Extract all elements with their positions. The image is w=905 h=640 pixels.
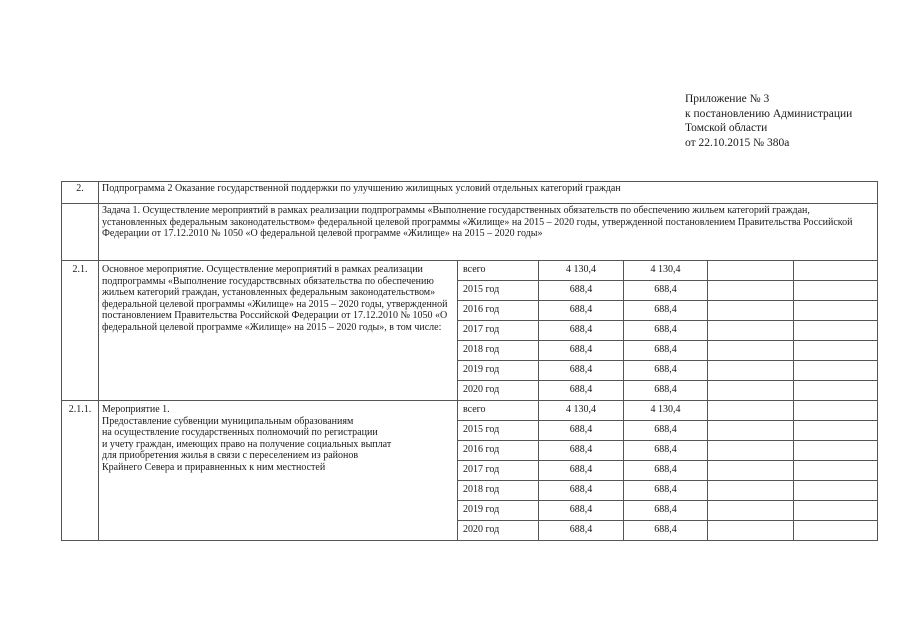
empty-cell: [794, 341, 878, 361]
value-cell: 688,4: [624, 521, 708, 541]
empty-cell: [794, 281, 878, 301]
subprogram-title: Подпрограмма 2 Оказание государственной поддержки по улучшению жилищных условий отдельных категорий граждан: [99, 182, 878, 204]
value-cell: 4 130,4: [624, 401, 708, 421]
task-text: Задача 1. Осуществление мероприятий в рамках реализации подпрограммы «Выполнение государственных обязательств по обеспечению жильем категорий граждан, установленных федеральным законодательством» федеральной целевой программы «Жилище» на 2015 – 2020 годы, утвержденной постановлением Правительства Российской Федерации от 17.12.2010 № 1050 «О федеральной целевой программе «Жилище» на 2015 – 2020 годы»: [99, 204, 878, 261]
value-cell: 688,4: [539, 321, 624, 341]
period-cell: 2018 год: [458, 341, 539, 361]
appendix-line-3: Томской области: [685, 122, 768, 134]
empty-cell: [794, 381, 878, 401]
value-cell: 688,4: [624, 301, 708, 321]
empty-cell: [708, 501, 794, 521]
period-cell: 2016 год: [458, 301, 539, 321]
main-activity-number: 2.1.: [62, 261, 99, 401]
table-row: [62, 401, 878, 421]
empty-cell: [708, 301, 794, 321]
value-cell: 688,4: [624, 481, 708, 501]
empty-cell: [708, 421, 794, 441]
value-cell: 4 130,4: [539, 401, 624, 421]
empty-cell: [794, 401, 878, 421]
empty-cell: [708, 361, 794, 381]
value-cell: 688,4: [539, 281, 624, 301]
empty-cell: [708, 401, 794, 421]
appendix-line-4: от 22.10.2015 № 380а: [685, 136, 790, 149]
appendix-header: [685, 92, 852, 150]
period-cell: 2017 год: [458, 461, 539, 481]
program-table: [61, 181, 878, 541]
value-cell: 688,4: [624, 281, 708, 301]
table-row: [62, 261, 878, 281]
value-cell: 688,4: [624, 361, 708, 381]
value-cell: 688,4: [539, 341, 624, 361]
empty-cell: [708, 261, 794, 281]
period-cell: 2020 год: [458, 521, 539, 541]
empty-cell: [708, 481, 794, 501]
value-cell: 688,4: [624, 441, 708, 461]
empty-cell: [708, 341, 794, 361]
value-cell: 688,4: [539, 501, 624, 521]
empty-cell: [794, 481, 878, 501]
period-cell: 2017 год: [458, 321, 539, 341]
activity-number: 2.1.1.: [62, 401, 99, 541]
empty-cell: [794, 361, 878, 381]
value-cell: 688,4: [539, 481, 624, 501]
value-cell: 688,4: [624, 501, 708, 521]
value-cell: 688,4: [539, 361, 624, 381]
value-cell: 4 130,4: [539, 261, 624, 281]
value-cell: 688,4: [624, 341, 708, 361]
value-cell: 688,4: [539, 301, 624, 321]
empty-cell: [794, 421, 878, 441]
appendix-line-1: Приложение № 3: [685, 93, 770, 105]
period-cell: 2015 год: [458, 421, 539, 441]
empty-cell: [794, 301, 878, 321]
period-cell: 2018 год: [458, 481, 539, 501]
empty-cell: [708, 441, 794, 461]
activity-description: Мероприятие 1. Предоставление субвенции муниципальным образованиям на осуществление государственных полномочий по регистрации и учету граждан, имеющих право на получение социальных выплат для приобретения жилья в связи с переселением из районов Крайнего Севера и приравненных к ним местностей: [99, 401, 458, 541]
empty-cell: [794, 261, 878, 281]
period-cell: всего: [458, 261, 539, 281]
subprogram-number: 2.: [62, 182, 99, 204]
value-cell: 688,4: [539, 461, 624, 481]
value-cell: 688,4: [624, 321, 708, 341]
period-cell: 2015 год: [458, 281, 539, 301]
period-cell: всего: [458, 401, 539, 421]
main-activity-description: Основное мероприятие. Осуществление мероприятий в рамках реализации подпрограммы «Выполнение государствсвных обязательства по обеспечению жильем категорий граждан, установленных федеральным законодательством» федеральной целевой программы «Жилище» на 2015 – 2020 годы, утвержденной постановлением Правительства Российской Федерации от 17.12.2010 № 1050 «О федеральной целевой программе «Жилище» на 2015 – 2020 годы», в том числе:: [99, 261, 458, 401]
task-number-cell: [62, 204, 99, 261]
value-cell: 688,4: [624, 461, 708, 481]
empty-cell: [794, 321, 878, 341]
subprogram-row: [62, 182, 878, 204]
task-row: [62, 204, 878, 261]
empty-cell: [794, 461, 878, 481]
period-cell: 2019 год: [458, 501, 539, 521]
empty-cell: [708, 321, 794, 341]
empty-cell: [794, 521, 878, 541]
value-cell: 688,4: [539, 381, 624, 401]
empty-cell: [708, 281, 794, 301]
empty-cell: [708, 381, 794, 401]
empty-cell: [708, 461, 794, 481]
empty-cell: [794, 441, 878, 461]
value-cell: 688,4: [539, 421, 624, 441]
value-cell: 4 130,4: [624, 261, 708, 281]
appendix-line-2: к постановлению Администрации: [685, 107, 853, 120]
empty-cell: [794, 501, 878, 521]
period-cell: 2020 год: [458, 381, 539, 401]
period-cell: 2019 год: [458, 361, 539, 381]
period-cell: 2016 год: [458, 441, 539, 461]
empty-cell: [708, 521, 794, 541]
value-cell: 688,4: [539, 441, 624, 461]
value-cell: 688,4: [624, 381, 708, 401]
value-cell: 688,4: [539, 521, 624, 541]
value-cell: 688,4: [624, 421, 708, 441]
